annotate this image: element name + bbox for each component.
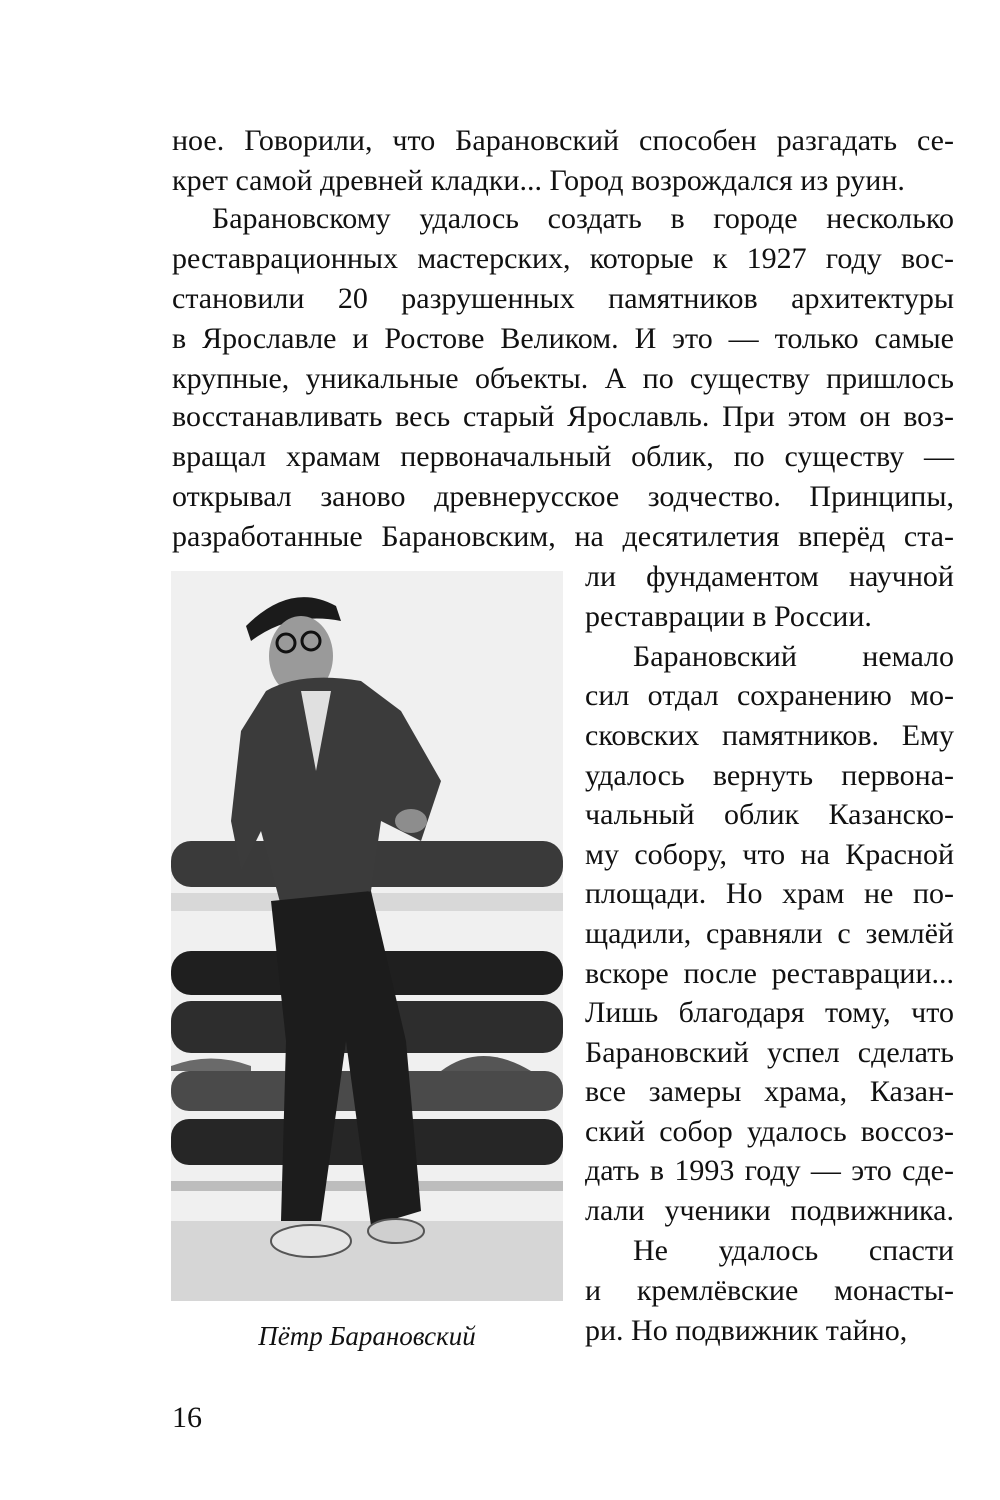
photo-illustration xyxy=(171,571,563,1301)
text-line-1: ное. Говорили, что Барановский способен разгадать се- xyxy=(172,124,954,157)
column-line-4: сил отдал сохранению мо- xyxy=(585,679,954,712)
portrait-photo xyxy=(171,571,563,1301)
text-line-10: открывал заново древнерусское зодчество. Принципы, xyxy=(172,480,954,513)
text-line-8: восстанавливать весь старый Ярославль. При этом он воз- xyxy=(172,400,954,433)
column-line-15: ский собор удалось воссоз- xyxy=(585,1115,954,1148)
column-line-19: и кремлёвские монасты- xyxy=(585,1274,954,1307)
text-line-3: Барановскому удалось создать в городе несколько xyxy=(212,202,954,235)
text-line-11: разработанные Барановским, на десятилетия вперёд ста- xyxy=(172,520,954,553)
column-line-18: Не удалось спасти xyxy=(633,1234,954,1267)
column-line-3: Барановский немало xyxy=(633,640,954,673)
column-line-13: Барановский успел сделать xyxy=(585,1036,954,1069)
text-line-9: вращал храмам первоначальный облик, по существу — xyxy=(172,440,954,473)
column-line-8: му собору, что на Красной xyxy=(585,838,954,871)
column-line-6: удалось вернуть первона- xyxy=(585,759,954,792)
column-line-16: дать в 1993 году — это сде- xyxy=(585,1154,954,1187)
column-line-1: ли фундаментом научной xyxy=(585,560,954,593)
column-line-7: чальный облик Казанско- xyxy=(585,798,954,831)
photo-caption: Пётр Барановский xyxy=(258,1321,476,1351)
text-line-6: в Ярославле и Ростове Великом. И это — только самые xyxy=(172,322,954,355)
column-line-10: щадили, сравняли с землёй xyxy=(585,917,954,950)
column-line-14: все замеры храма, Казан- xyxy=(585,1075,954,1108)
column-line-5: сковских памятников. Ему xyxy=(585,719,954,752)
column-line-11: вскоре после реставрации... xyxy=(585,957,954,990)
text-line-7: крупные, уникальные объекты. А по существу пришлось xyxy=(172,362,954,395)
column-line-12: Лишь благодаря тому, что xyxy=(585,996,954,1029)
page-number: 16 xyxy=(172,1401,202,1434)
text-line-4: реставрационных мастерских, которые к 1927 году вос- xyxy=(172,242,954,275)
column-line-20: ри. Но подвижник тайно, xyxy=(585,1314,908,1347)
column-line-2: реставрации в России. xyxy=(585,600,872,633)
text-line-5: становили 20 разрушенных памятников архитектуры xyxy=(172,282,954,315)
column-line-17: лали ученики подвижника. xyxy=(585,1194,954,1227)
text-line-2: крет самой древней кладки... Город возрождался из руин. xyxy=(172,164,905,197)
column-line-9: площади. Но храм не по- xyxy=(585,877,954,910)
